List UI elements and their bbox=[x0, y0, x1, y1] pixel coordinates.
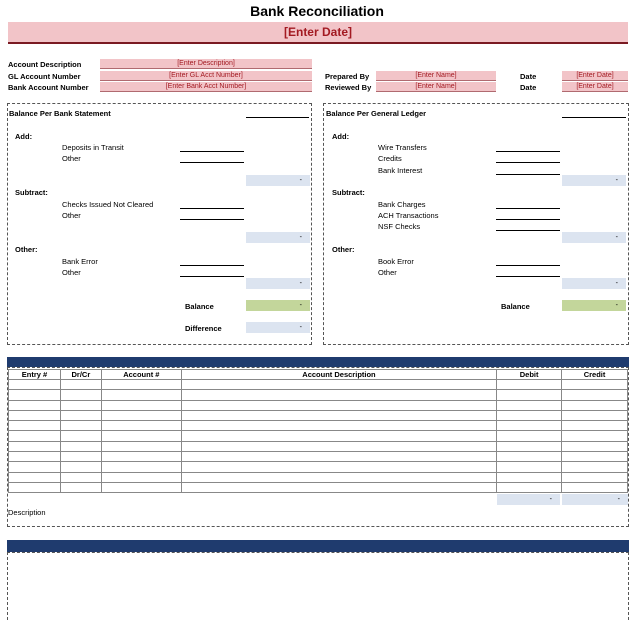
bank-subtract-input[interactable] bbox=[180, 219, 244, 220]
journal-cell[interactable] bbox=[60, 441, 101, 451]
journal-cell[interactable] bbox=[497, 462, 562, 472]
description-label: Description bbox=[8, 508, 46, 517]
journal-cell[interactable] bbox=[101, 421, 181, 431]
journal-cell[interactable] bbox=[101, 472, 181, 482]
bank-other-label: Other: bbox=[15, 245, 38, 254]
journal-cell[interactable] bbox=[181, 441, 496, 451]
journal-cell[interactable] bbox=[562, 462, 628, 472]
difference-label: Difference bbox=[185, 324, 222, 333]
journal-cell[interactable] bbox=[181, 410, 496, 420]
bank-account-field[interactable]: [Enter Bank Acct Number] bbox=[100, 82, 312, 92]
ledger-subtract-item: NSF Checks bbox=[378, 222, 421, 231]
journal-row bbox=[9, 390, 628, 400]
bank-add-item: Other bbox=[62, 154, 81, 163]
ledger-add-total: - bbox=[562, 175, 626, 186]
reviewed-date-field[interactable]: [Enter Date] bbox=[562, 82, 628, 92]
bank-add-total: - bbox=[246, 175, 310, 186]
bank-subtract-input[interactable] bbox=[180, 208, 244, 209]
journal-cell[interactable] bbox=[181, 482, 496, 492]
notes-header-bar bbox=[7, 540, 629, 552]
journal-cell[interactable] bbox=[497, 390, 562, 400]
journal-cell[interactable] bbox=[181, 421, 496, 431]
column-header: Dr/Cr bbox=[60, 370, 101, 380]
bank-other-item: Bank Error bbox=[62, 257, 98, 266]
journal-cell[interactable] bbox=[562, 380, 628, 390]
ledger-add-input[interactable] bbox=[496, 162, 560, 163]
ledger-other-label: Other: bbox=[332, 245, 355, 254]
journal-cell[interactable] bbox=[497, 421, 562, 431]
ledger-add-input[interactable] bbox=[496, 151, 560, 152]
ledger-balance-label: Balance bbox=[501, 302, 530, 311]
ledger-add-item: Credits bbox=[378, 154, 402, 163]
prepared-by-label: Prepared By bbox=[325, 72, 370, 81]
journal-cell[interactable] bbox=[497, 431, 562, 441]
journal-cell[interactable] bbox=[562, 421, 628, 431]
difference-total: - bbox=[246, 322, 310, 333]
bank-other-item: Other bbox=[62, 268, 81, 277]
journal-row bbox=[9, 380, 628, 390]
notes-panel[interactable] bbox=[7, 552, 629, 620]
journal-cell[interactable] bbox=[9, 400, 61, 410]
journal-cell[interactable] bbox=[562, 431, 628, 441]
journal-cell[interactable] bbox=[497, 410, 562, 420]
ledger-subtract-item: Bank Charges bbox=[378, 200, 426, 209]
bank-account-label: Bank Account Number bbox=[8, 83, 89, 92]
journal-cell[interactable] bbox=[101, 390, 181, 400]
journal-cell[interactable] bbox=[562, 410, 628, 420]
journal-cell[interactable] bbox=[9, 441, 61, 451]
journal-cell[interactable] bbox=[181, 452, 496, 462]
journal-cell[interactable] bbox=[9, 472, 61, 482]
journal-cell[interactable] bbox=[101, 400, 181, 410]
gl-account-field[interactable]: [Enter GL Acct Number] bbox=[100, 71, 312, 81]
column-header: Credit bbox=[562, 370, 628, 380]
journal-cell[interactable] bbox=[101, 410, 181, 420]
bank-add-input[interactable] bbox=[180, 162, 244, 163]
journal-cell[interactable] bbox=[497, 482, 562, 492]
debit-total: - bbox=[497, 494, 560, 505]
prepared-by-field[interactable]: [Enter Name] bbox=[376, 71, 496, 81]
bank-add-input[interactable] bbox=[180, 151, 244, 152]
journal-cell[interactable] bbox=[9, 452, 61, 462]
journal-cell[interactable] bbox=[562, 441, 628, 451]
journal-cell[interactable] bbox=[9, 462, 61, 472]
bank-add-item: Deposits in Transit bbox=[62, 143, 124, 152]
credit-total: - bbox=[562, 494, 628, 505]
journal-cell[interactable] bbox=[60, 421, 101, 431]
journal-cell[interactable] bbox=[101, 441, 181, 451]
bank-add-label: Add: bbox=[15, 132, 33, 141]
ledger-add-input[interactable] bbox=[496, 174, 560, 175]
ledger-subtract-input[interactable] bbox=[496, 219, 560, 220]
ledger-subtract-total: - bbox=[562, 232, 626, 243]
bank-other-input[interactable] bbox=[180, 276, 244, 277]
journal-cell[interactable] bbox=[562, 400, 628, 410]
journal-cell[interactable] bbox=[562, 482, 628, 492]
journal-header-row bbox=[9, 370, 628, 380]
journal-cell[interactable] bbox=[101, 452, 181, 462]
journal-cell[interactable] bbox=[562, 390, 628, 400]
reviewed-by-label: Reviewed By bbox=[325, 83, 372, 92]
account-description-label: Account Description bbox=[8, 60, 82, 69]
gl-account-label: GL Account Number bbox=[8, 72, 81, 81]
bank-subtract-label: Subtract: bbox=[15, 188, 48, 197]
journal-cell[interactable] bbox=[497, 380, 562, 390]
journal-cell[interactable] bbox=[9, 421, 61, 431]
ledger-balance-total: - bbox=[562, 300, 626, 311]
journal-row bbox=[9, 431, 628, 441]
journal-cell[interactable] bbox=[9, 390, 61, 400]
journal-cell[interactable] bbox=[60, 462, 101, 472]
journal-table bbox=[8, 369, 628, 493]
journal-row bbox=[9, 482, 628, 492]
journal-cell[interactable] bbox=[9, 380, 61, 390]
account-description-field[interactable]: [Enter Description] bbox=[100, 59, 312, 69]
journal-row bbox=[9, 462, 628, 472]
ledger-other-input[interactable] bbox=[496, 276, 560, 277]
column-header: Debit bbox=[497, 370, 562, 380]
journal-row bbox=[9, 410, 628, 420]
journal-cell[interactable] bbox=[497, 400, 562, 410]
journal-cell[interactable] bbox=[60, 390, 101, 400]
ledger-subtract-input[interactable] bbox=[496, 230, 560, 231]
bank-subtract-item: Other bbox=[62, 211, 81, 220]
journal-cell[interactable] bbox=[101, 380, 181, 390]
ledger-other-total: - bbox=[562, 278, 626, 289]
journal-cell[interactable] bbox=[562, 452, 628, 462]
journal-cell[interactable] bbox=[181, 462, 496, 472]
ledger-other-item: Other bbox=[378, 268, 397, 277]
journal-cell[interactable] bbox=[60, 410, 101, 420]
journal-cell[interactable] bbox=[497, 472, 562, 482]
bank-other-input[interactable] bbox=[180, 265, 244, 266]
column-header: Account Description bbox=[181, 370, 496, 380]
journal-cell[interactable] bbox=[9, 410, 61, 420]
journal-cell[interactable] bbox=[181, 472, 496, 482]
journal-row bbox=[9, 441, 628, 451]
ledger-other-item: Book Error bbox=[378, 257, 414, 266]
prepared-date-label: Date bbox=[520, 72, 537, 81]
journal-row bbox=[9, 452, 628, 462]
bank-other-total: - bbox=[246, 278, 310, 289]
journal-header-bar bbox=[7, 357, 629, 367]
journal-cell[interactable] bbox=[9, 431, 61, 441]
reviewed-date-label: Date bbox=[520, 83, 537, 92]
bank-balance-total: - bbox=[246, 300, 310, 311]
journal-row bbox=[9, 421, 628, 431]
journal-cell[interactable] bbox=[101, 482, 181, 492]
ledger-subtract-item: ACH Transactions bbox=[378, 211, 439, 220]
journal-row bbox=[9, 400, 628, 410]
journal-cell[interactable] bbox=[562, 472, 628, 482]
prepared-date-field[interactable]: [Enter Date] bbox=[562, 71, 628, 81]
journal-cell[interactable] bbox=[181, 390, 496, 400]
ledger-subtract-label: Subtract: bbox=[332, 188, 365, 197]
bank-balance-input[interactable] bbox=[246, 117, 309, 118]
journal-cell[interactable] bbox=[60, 472, 101, 482]
ledger-add-item: Bank Interest bbox=[378, 166, 423, 175]
column-header: Entry # bbox=[9, 370, 61, 380]
bank-panel-title: Balance Per Bank Statement bbox=[9, 109, 111, 118]
journal-cell[interactable] bbox=[60, 482, 101, 492]
journal-cell[interactable] bbox=[497, 441, 562, 451]
ledger-other-input[interactable] bbox=[496, 265, 560, 266]
journal-cell[interactable] bbox=[497, 452, 562, 462]
bank-subtract-total: - bbox=[246, 232, 310, 243]
journal-cell[interactable] bbox=[181, 380, 496, 390]
ledger-panel-title: Balance Per General Ledger bbox=[326, 109, 427, 118]
journal-cell[interactable] bbox=[181, 431, 496, 441]
ledger-balance-input[interactable] bbox=[562, 117, 626, 118]
ledger-subtract-input[interactable] bbox=[496, 208, 560, 209]
bank-balance-label: Balance bbox=[185, 302, 214, 311]
journal-cell[interactable] bbox=[181, 400, 496, 410]
journal-cell[interactable] bbox=[60, 400, 101, 410]
bank-subtract-item: Checks Issued Not Cleared bbox=[62, 200, 154, 209]
ledger-add-label: Add: bbox=[332, 132, 350, 141]
ledger-add-item: Wire Transfers bbox=[378, 143, 427, 152]
reviewed-by-field[interactable]: [Enter Name] bbox=[376, 82, 496, 92]
journal-cell[interactable] bbox=[60, 380, 101, 390]
page-title: Bank Reconciliation bbox=[250, 3, 384, 19]
date-header[interactable]: [Enter Date] bbox=[8, 22, 628, 44]
column-header: Account # bbox=[101, 370, 181, 380]
journal-cell[interactable] bbox=[60, 452, 101, 462]
journal-cell[interactable] bbox=[101, 431, 181, 441]
journal-row bbox=[9, 472, 628, 482]
journal-cell[interactable] bbox=[60, 431, 101, 441]
journal-cell[interactable] bbox=[9, 482, 61, 492]
journal-cell[interactable] bbox=[101, 462, 181, 472]
